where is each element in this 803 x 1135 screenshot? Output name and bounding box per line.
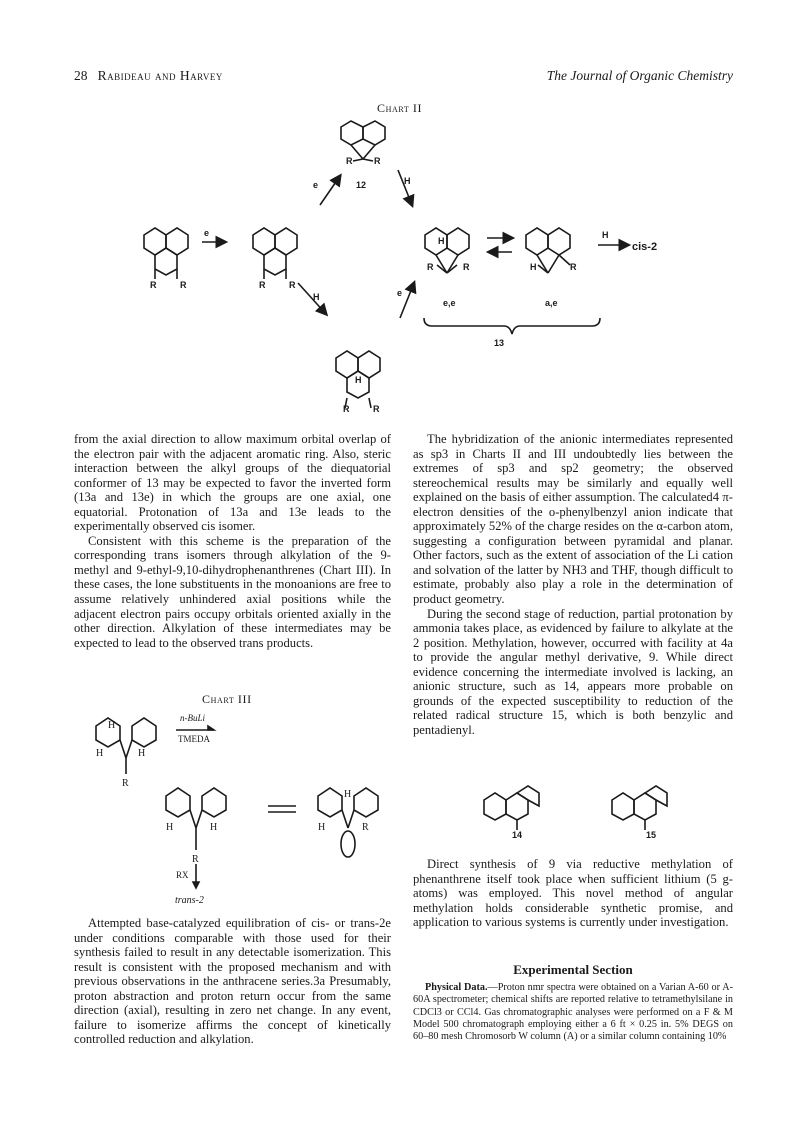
cis-2-label: cis-2 [632,241,658,253]
proton-label: H [313,292,320,302]
paragraph: Direct synthesis of 9 via reductive methylation of phenanthrene itself took place when sufficient lithium (5 g-atoms) was employed. This novel method of angular methylation holds considerable synthetic promise, and application to various systems is currently under investigation. [413,857,733,930]
product-trans-2: trans-2 [175,895,204,906]
radical-anion-structure [253,228,297,279]
journal-name: The Journal of Organic Chemistry [546,68,733,83]
page-number: 28 [74,68,88,83]
paragraph: The hybridization of the anionic intermediates represented as sp3 in Charts II and III undoubtedly lies between the extremes of sp3 and sp2 geometry; the observed stereochemical results may be similarly and equally well explained on the basis of either assumption. The calculated4 π-electron densities of the o-phenylbenzyl anion indicate that approximately 52% of the charge resides on the α-carbon atom, suggesting a configuration between pyramidal and planar. Other factors, such as the extent of association of the Li cation and solvation of the latter by NH3 and THF, though difficult to estimate, probably also play a role in the determination of product geometry. [413,432,733,607]
chart2-r-label: R [259,280,266,290]
experimental-text [413,982,733,1043]
chart2-r-label: R [343,404,350,414]
chart2-h-label: H [438,236,445,246]
chart2-h-label: H [355,375,362,385]
chart3-r-label: R [362,822,369,833]
chart2-r-label: R [180,280,187,290]
bottom-anion-structure [336,351,380,408]
chart3-h-label: H [138,748,146,759]
monoanion-structure-2 [318,788,378,857]
electron-label: e [313,180,319,190]
chart3-h-label: H [96,748,104,759]
chart3-h-label: H [318,822,326,833]
monoanion-structure-1 [166,788,226,850]
electron-label: e [204,228,210,238]
chart-2-title: Chart II [377,101,423,115]
reagent-rx: RX [176,870,189,880]
chart3-r-label: R [192,854,199,865]
proton-label: H [404,176,411,186]
chart3-h-label: H [210,822,218,833]
structure-13-ee [425,228,469,273]
paragraph: During the second stage of reduction, partial protonation by ammonia takes place, as evidenced by failure to alkylate at the 2 position. Methylation, however, occurred with facility at 4a to provide the angular methyl derivative, 9. While direct evidence concerning the intermediate involved is lacking, an anionic structure, such as 14, appears more probable on grounds of the expected susceptibility to reduction of the related radical structure 15, which is both benzylic and pentadienyl. [413,606,733,737]
proton-label: H [602,230,609,240]
chart-3-title: Chart III [202,692,252,706]
page-header-left [74,68,223,84]
chart2-r-label: R [374,156,381,166]
chart2-r-label: R [427,262,434,272]
chart2-r-label: R [373,404,380,414]
left-column-top [74,432,391,650]
ee-label: e,e [443,298,456,308]
chart3-h-label: H [344,789,352,800]
chart3-r-label: R [122,778,129,789]
dihydrophenanthrene-structure [96,718,156,774]
running-authors: Rabideau and Harvey [97,68,223,83]
chart3-h-label: H [108,720,116,731]
paragraph: from the axial direction to allow maximum orbital overlap of the electron pair with the adjacent aromatic ring. Also, steric interaction between the alkyl groups of the diequatorial conformer of 13 may be expected to favor the inverted form (13a and 13e) in which the groups are one axial, one equatorial. Protonation of 13a and 13e leads to the experimentally observed cis isomer. [74,432,391,534]
left-column-bottom [74,916,391,1047]
paragraph: Consistent with this scheme is the preparation of the corresponding trans isomers through alkylation of the 9-methyl and 9-ethyl-9,10-dihydrophenanthrenes (Chart III). In these cases, the lone substituents in the monoanions are free to assume relatively unhindered axial positions while the adjacent electron pairs occupy orbitals oriented axially in the other direction. Alkylation of these intermediates may be expected to lead to the observed trans products. [74,533,391,650]
right-column-middle [413,857,733,930]
ae-label: a,e [545,298,558,308]
physical-data-text: —Proton nmr spectra were obtained on a Varian A-60 or A-60A spectrometer; chemical shifts are reported relative to tetramethylsilane in CDCl3 or CCl4. Gas chromatographic analyses were performed on a F & M Model 500 chromatograph employing either a 6 ft × 0.25 in. 5% DEGS on 60–80 mesh Chromosorb W column (A) or a similar column containing 10% [413,982,733,1043]
chart2-r-label: R [150,280,157,290]
right-column-top [413,432,733,737]
chart2-h-label: H [530,262,537,272]
compound-13-label: 13 [494,338,505,348]
reagent-nbuli: n-BuLi [180,713,206,723]
structure-13-ae [526,228,570,273]
phenanthrene-structure [144,228,188,279]
reagent-tmeda: TMEDA [178,734,210,744]
physical-data-label: Physical Data. [425,982,488,993]
chart3-h-label: H [166,822,174,833]
chart2-r-label: R [346,156,353,166]
chart2-r-label: R [570,262,577,272]
compound-15-label: 15 [646,830,657,840]
compound-12-label: 12 [356,180,367,190]
chart2-r-label: R [463,262,470,272]
electron-label: e [397,288,403,298]
structure-12 [341,121,385,161]
chart2-r-label: R [289,280,296,290]
experimental-section-title: Experimental Section [513,962,633,977]
paragraph: Attempted base-catalyzed equilibration of cis- or trans-2e under conditions comparable with those used for their synthesis failed to result in any detectable isomerization. This result is consistent with the proposed mechanism and with previous observations in the anthracene series.3a Presumably, proton abstraction and proton return occur from the same direction (axial), resulting in zero net change. In any event, failure to isomerize affirms the concept of kinetically controlled reduction and alkylation. [74,916,391,1047]
compound-14-label: 14 [512,830,523,840]
